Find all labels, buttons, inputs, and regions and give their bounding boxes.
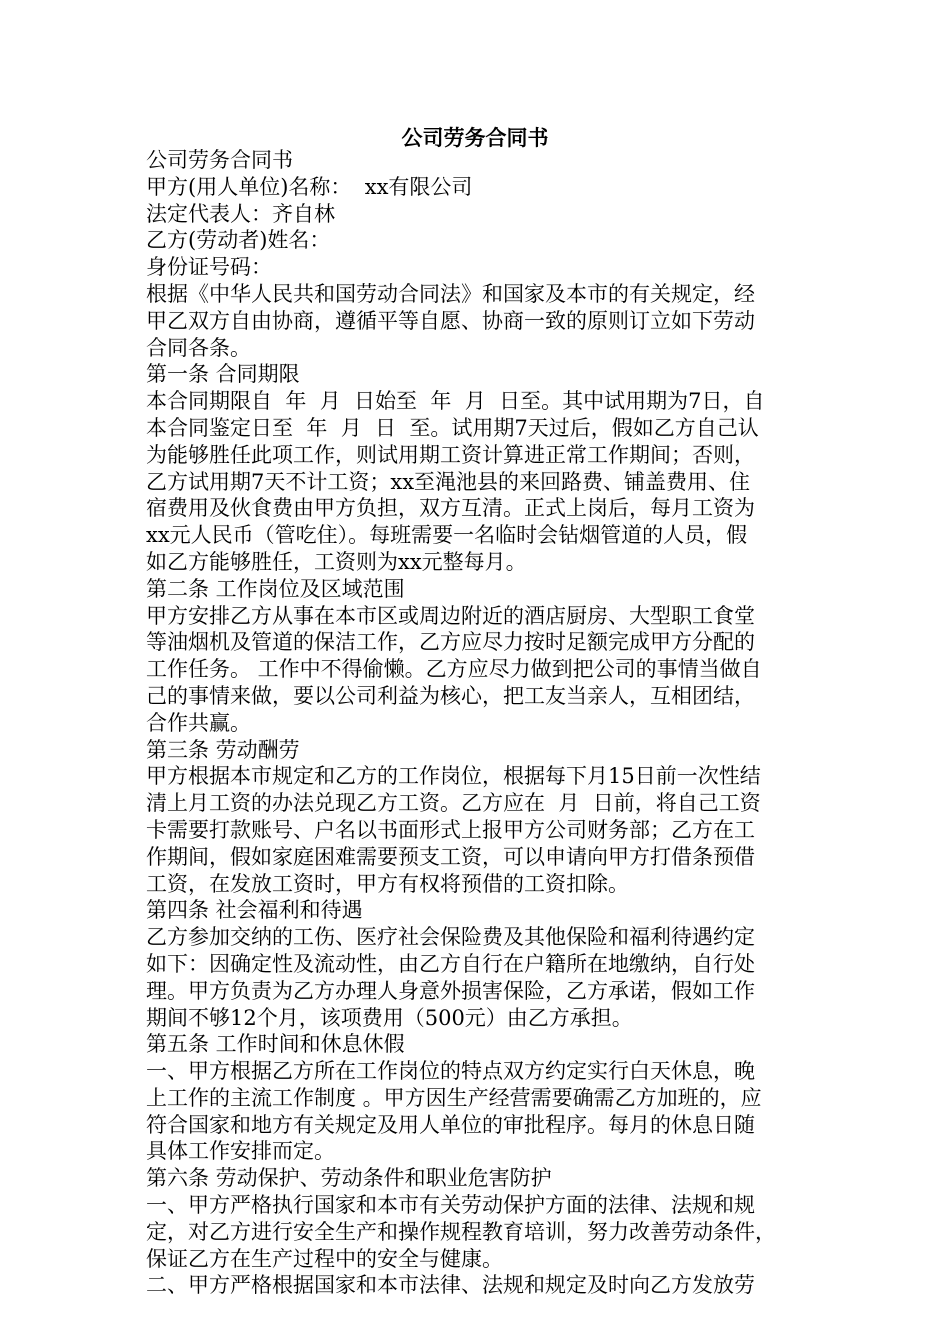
text-line: 第三条 劳动酬劳	[146, 737, 300, 762]
text-line: 期间不够12个月，该项费用（500元）由乙方承担。	[146, 1005, 633, 1030]
text-line: 乙方试用期7天不计工资；xx至渑池县的来回路费、铺盖费用、住	[146, 469, 751, 494]
text-line: xx元人民币（管吃住）。每班需要一名临时会钻烟管道的人员，假	[146, 523, 748, 548]
text-line: 宿费用及伙食费由甲方负担，双方互清。正式上岗后，每月工资为	[146, 496, 755, 521]
text-line: 合作共赢。	[146, 710, 251, 735]
text-line: 作期间，假如家庭困难需要预支工资，可以申请向甲方打借条预借	[146, 844, 755, 869]
text-line: 第五条 工作时间和休息休假	[146, 1032, 405, 1057]
text-line: 第一条 合同期限	[146, 362, 300, 387]
text-line: 公司劳务合同书	[146, 148, 293, 172]
text-line: 卡需要打款账号、户名以书面形式上报甲方公司财务部；乙方在工	[146, 817, 755, 842]
text-line: 甲方(用人单位)名称： xx有限公司	[146, 174, 473, 199]
text-line: 本合同鉴定日至 年 月 日 至。试用期7天过后，假如乙方自己认	[146, 415, 759, 440]
text-line: 工作任务。 工作中不得偷懒。乙方应尽力做到把公司的事情当做自	[146, 657, 762, 682]
text-line: 根据《中华人民共和国劳动合同法》和国家及本市的有关规定，经	[146, 281, 755, 306]
text-line: 本合同期限自 年 月 日始至 年 月 日至。其中试用期为7日，自	[146, 389, 765, 414]
text-line: 二、甲方严格根据国家和本市法律、法规和规定及时向乙方发放劳	[146, 1273, 755, 1298]
text-line: 如乙方能够胜任，工资则为xx元整每月。	[146, 549, 527, 574]
text-line: 身份证号码：	[146, 255, 272, 280]
text-line: 理。甲方负责为乙方办理人身意外损害保险，乙方承诺，假如工作	[146, 978, 755, 1003]
text-line: 清上月工资的办法兑现乙方工资。乙方应在 月 日前，将自己工资	[146, 791, 761, 816]
text-line: 甲方安排乙方从事在本市区或周边附近的酒店厨房、大型职工食堂	[146, 603, 755, 628]
text-line: 乙方参加交纳的工伤、医疗社会保险费及其他保险和福利待遇约定	[146, 925, 755, 950]
document-title: 公司劳务合同书	[401, 126, 549, 150]
text-line: 具体工作安排而定。	[146, 1139, 335, 1164]
text-line: 如下：因确定性及流动性，由乙方自行在户籍所在地缴纳，自行处	[146, 951, 755, 976]
text-line: 第二条 工作岗位及区域范围	[146, 576, 405, 601]
text-line: 第六条 劳动保护、劳动条件和职业危害防护	[146, 1166, 552, 1191]
text-line: 保证乙方在生产过程中的安全与健康。	[146, 1246, 503, 1271]
text-line: 一、甲方严格执行国家和本市有关劳动保护方面的法律、法规和规	[146, 1193, 755, 1218]
text-line: 法定代表人：齐自林	[146, 201, 335, 226]
text-line: 合同各条。	[146, 335, 251, 360]
text-line: 乙方(劳动者)姓名：	[146, 228, 331, 253]
text-line: 定，对乙方进行安全生产和操作规程教育培训，努力改善劳动条件，	[146, 1219, 776, 1244]
text-line: 为能够胜任此项工作，则试用期工资计算进正常工作期间；否则，	[146, 442, 755, 467]
text-line: 己的事情来做，要以公司利益为核心，把工友当亲人，互相团结，	[146, 683, 755, 708]
text-line: 上工作的主流工作制度 。甲方因生产经营需要确需乙方加班的，应	[146, 1085, 762, 1110]
text-line: 符合国家和地方有关规定及用人单位的审批程序。每月的休息日随	[146, 1112, 755, 1137]
document-body	[146, 147, 806, 1299]
text-line: 工资，在发放工资时，甲方有权将预借的工资扣除。	[146, 871, 629, 896]
text-line: 甲方根据本市规定和乙方的工作岗位，根据每下月15日前一次性结	[146, 764, 761, 789]
text-line: 一、甲方根据乙方所在工作岗位的特点双方约定实行白天休息，晚	[146, 1059, 755, 1084]
text-line: 第四条 社会福利和待遇	[146, 898, 363, 923]
text-line: 甲乙双方自由协商，遵循平等自愿、协商一致的原则订立如下劳动	[146, 308, 755, 333]
text-line: 等油烟机及管道的保洁工作，乙方应尽力按时足额完成甲方分配的	[146, 630, 755, 655]
